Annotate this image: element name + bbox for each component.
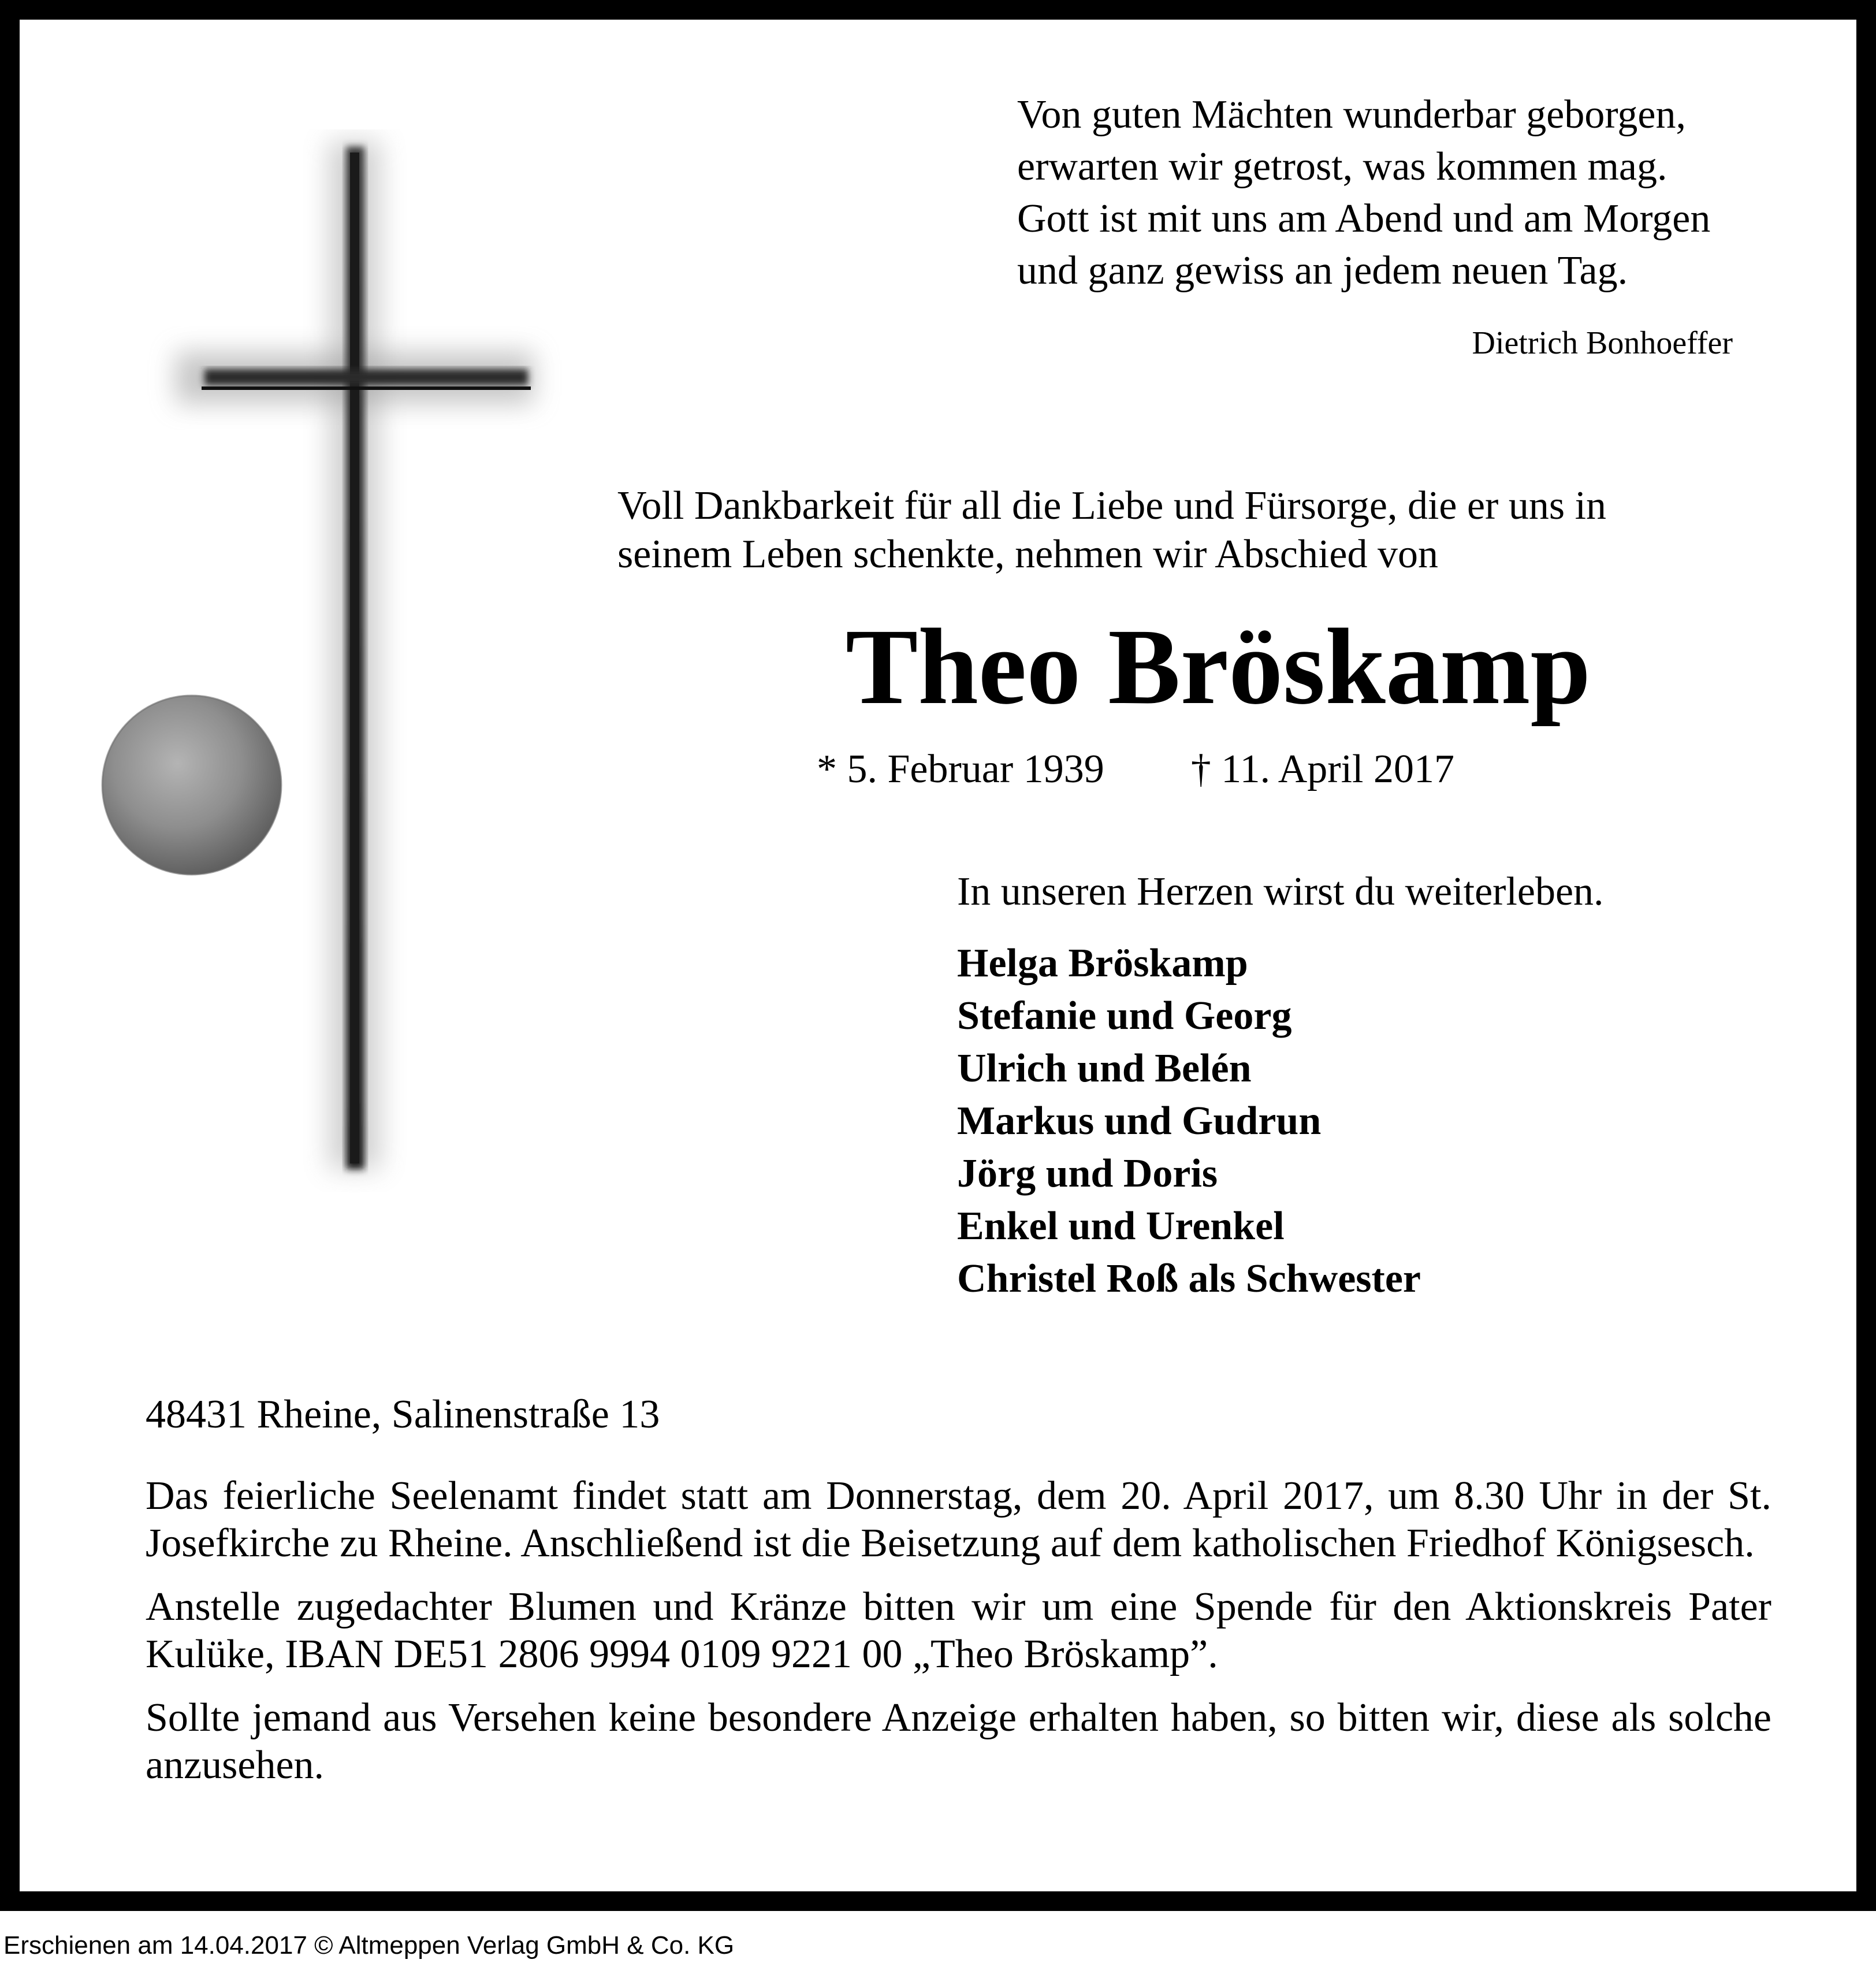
intro-text (617, 482, 1819, 579)
mourner-name: Ulrich und Belén (957, 1046, 1252, 1091)
sphere-icon (102, 696, 281, 875)
quote-line: und ganz gewiss an jedem neuen Tag. (1017, 248, 1628, 293)
funeral-service-paragraph: Das feierliche Seelenamt findet statt am Donnerstag, dem 20. April 2017, um 8.30 Uhr in der St. Josefkirche zu Rheine. Anschließend ist die Beisetzung auf dem katholischen Friedhof Königsesch. (146, 1474, 1771, 1566)
quote-line: Gott ist mit uns am Abend und am Morgen (1017, 196, 1711, 241)
cross-and-sphere-artwork (100, 129, 563, 1192)
donation-paragraph: Anstelle zugedachter Blumen und Kränze bitten wir um eine Spende für den Aktionskreis Pater Kulüke, IBAN DE51 2806 9994 0109 9221 00 „Theo Bröskamp”. (146, 1585, 1771, 1676)
notice-paragraph: Sollte jemand aus Versehen keine besondere Anzeige erhalten haben, so bitten wir, diese als solche anzusehen. (146, 1696, 1771, 1787)
announcement-details (146, 1473, 1771, 1805)
intro-line: Voll Dankbarkeit für all die Liebe und Fürsorge, die er uns in (617, 484, 1607, 528)
mourner-name: Jörg und Doris (957, 1151, 1218, 1196)
death-date: † 11. April 2017 (1190, 747, 1455, 791)
mourner-name: Enkel und Urenkel (957, 1204, 1285, 1248)
life-dates (817, 743, 1454, 795)
mourner-name: Markus und Gudrun (957, 1099, 1322, 1143)
quote-line: Von guten Mächten wunderbar geborgen, (1017, 92, 1686, 137)
bible-quote (1017, 89, 1803, 297)
family-address: 48431 Rheine, Salinenstraße 13 (146, 1392, 660, 1437)
deceased-name: Theo Bröskamp (845, 606, 1591, 727)
mourner-name: Christel Roß als Schwester (957, 1256, 1421, 1301)
intro-line: seinem Leben schenkte, nehmen wir Abschied von (617, 532, 1438, 577)
farewell-line: In unseren Herzen wirst du weiterleben. (957, 869, 1604, 914)
birth-date: * 5. Februar 1939 (817, 747, 1104, 791)
cross-icon (176, 141, 534, 1169)
publication-footer: Erschienen am 14.04.2017 © Altmeppen Verlag GmbH & Co. KG (3, 1931, 735, 1960)
mourners-list (957, 937, 1421, 1305)
quote-line: erwarten wir getrost, was kommen mag. (1017, 144, 1667, 189)
mourner-name: Helga Bröskamp (957, 941, 1248, 986)
mourner-name: Stefanie und Georg (957, 994, 1292, 1038)
quote-author: Dietrich Bonhoeffer (1472, 325, 1733, 361)
